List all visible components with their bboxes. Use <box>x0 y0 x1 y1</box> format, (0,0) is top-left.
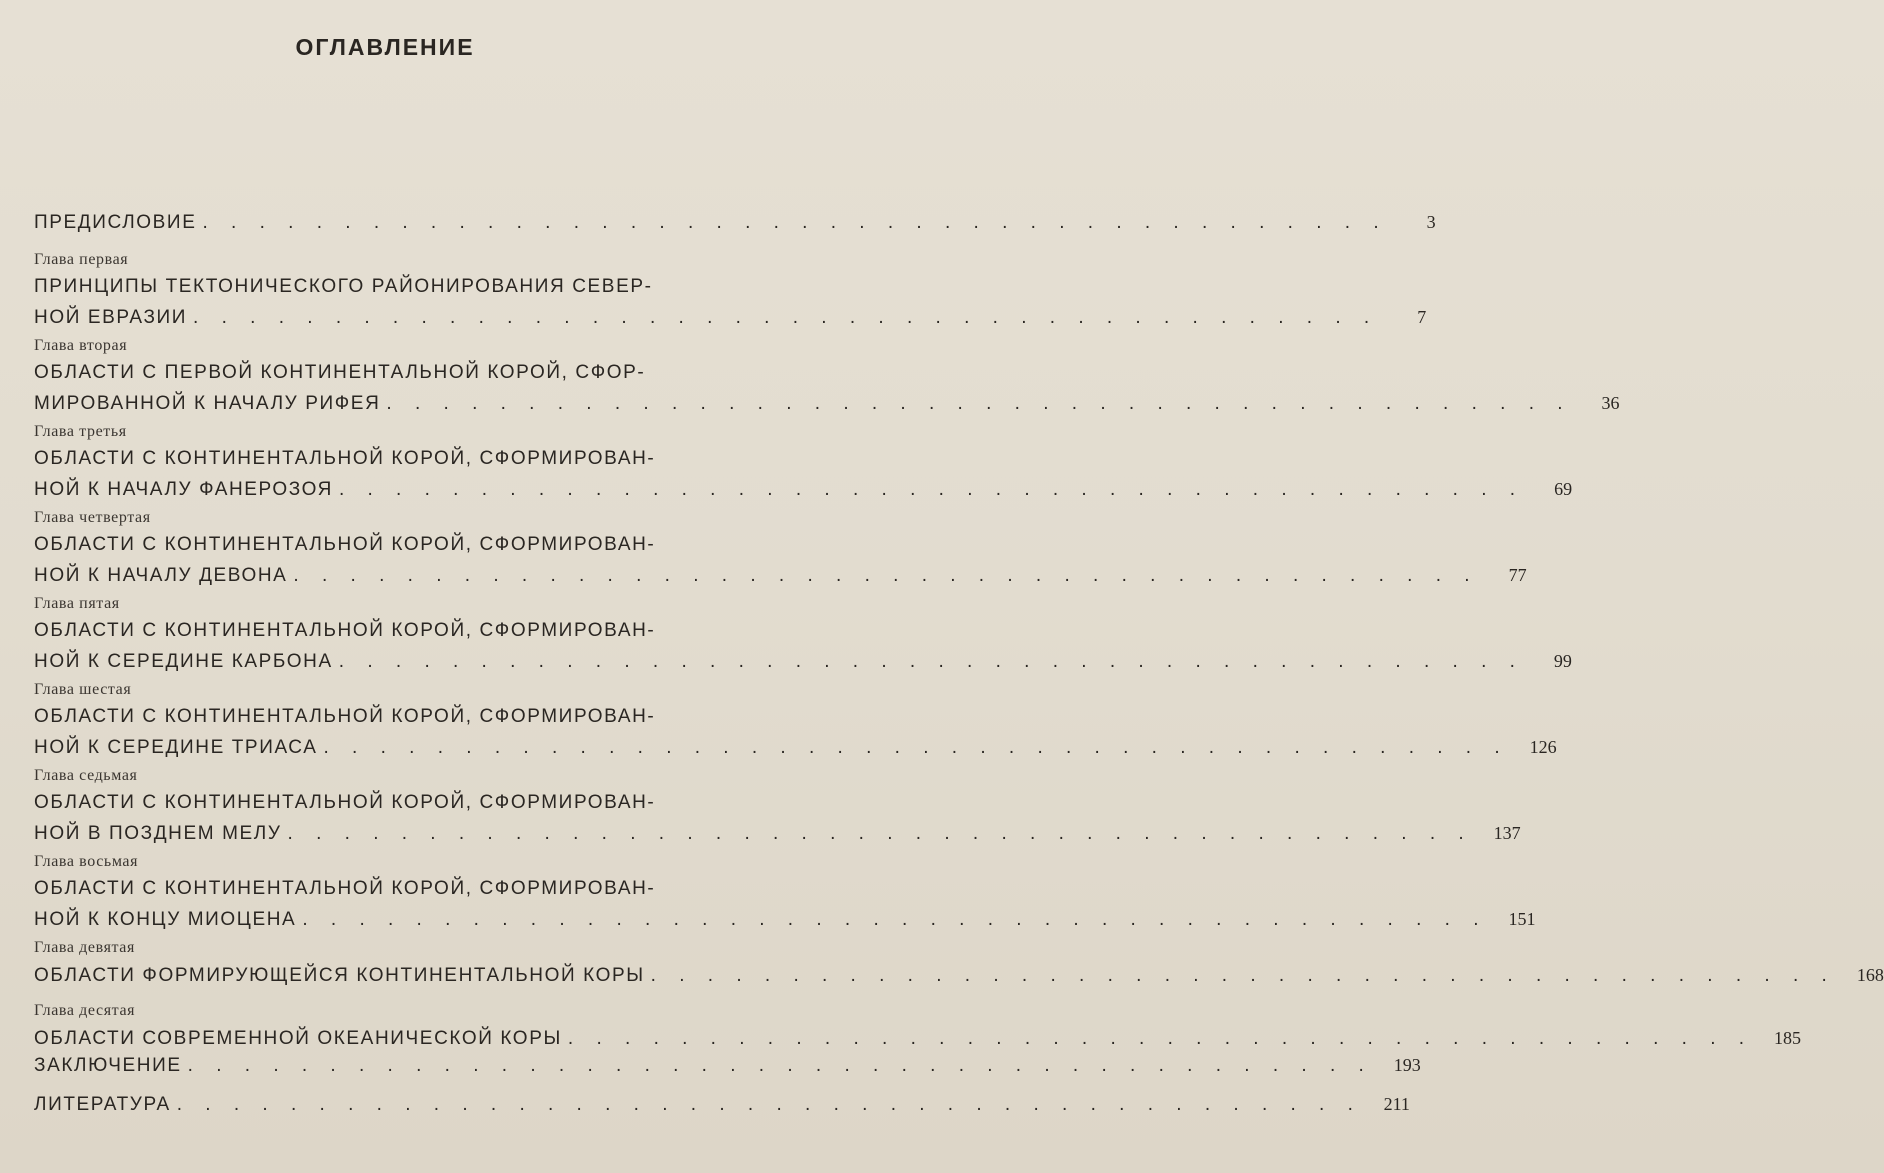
entry-leader-line <box>34 302 1427 332</box>
toc-entry <box>34 508 1527 590</box>
page-number: 168 <box>1856 965 1884 985</box>
page-number: 7 <box>1417 307 1427 327</box>
entry-leader-line <box>34 207 1436 237</box>
entry-title-line: ПРИНЦИПЫ ТЕКТОНИЧЕСКОГО РАЙОНИРОВАНИЯ СЕВЕР- <box>34 276 653 297</box>
chapter-number: Глава десятая <box>34 1002 136 1019</box>
dot-leader: . . . . . . . . . . . . . . . . . . . . . . . . . . . . . . . . . . . . . . . . . . <box>202 212 1388 233</box>
toc-entry <box>34 250 1427 332</box>
entry-title: НОЙ К НАЧАЛУ ДЕВОНА <box>34 565 288 586</box>
entry-leader-line <box>34 732 1557 762</box>
page-number: 193 <box>1393 1055 1421 1075</box>
toc-entry <box>34 852 1536 934</box>
chapter-number: Глава пятая <box>34 595 120 612</box>
chapter-number: Глава девятая <box>34 939 135 956</box>
dot-leader: . . . . . . . . . . . . . . . . . . . . . . . . . . . . . . . . . . . . . . . . . . <box>567 1028 1754 1049</box>
dot-leader: . . . . . . . . . . . . . . . . . . . . . . . . . . . . . . . . . . . . . . . . . . <box>193 307 1379 328</box>
dot-leader: . . . . . . . . . . . . . . . . . . . . . . . . . . . . . . . . . . . . . . . . . . <box>386 393 1572 414</box>
page-number: 151 <box>1508 909 1536 929</box>
toc-entry <box>34 680 1557 762</box>
entry-title: НОЙ К СЕРЕДИНЕ ТРИАСА <box>34 737 318 758</box>
toc-entry <box>34 336 1620 418</box>
toc-entry <box>34 1089 1410 1119</box>
page-number: 211 <box>1383 1094 1410 1114</box>
entry-leader-line <box>34 646 1572 676</box>
toc-entry <box>34 207 1436 237</box>
toc-entry <box>34 1050 1421 1080</box>
entry-title: НОЙ К НАЧАЛУ ФАНЕРОЗОЯ <box>34 479 333 500</box>
entry-title: ОБЛАСТИ ФОРМИРУЮЩЕЙСЯ КОНТИНЕНТАЛЬНОЙ КОРЫ <box>34 965 645 986</box>
entry-title: НОЙ К КОНЦУ МИОЦЕНА <box>34 909 297 930</box>
dot-leader: . . . . . . . . . . . . . . . . . . . . . . . . . . . . . . . . . . . . . . . . . . <box>293 565 1479 586</box>
entry-title: НОЙ К СЕРЕДИНЕ КАРБОНА <box>34 651 333 672</box>
dot-leader: . . . . . . . . . . . . . . . . . . . . . . . . . . . . . . . . . . . . . . . . . . <box>338 651 1524 672</box>
page-number: 69 <box>1554 479 1573 499</box>
dot-leader: . . . . . . . . . . . . . . . . . . . . . . . . . . . . . . . . . . . . . . . . . . <box>176 1094 1362 1115</box>
chapter-number: Глава вторая <box>34 337 128 354</box>
entry-title-line: ОБЛАСТИ С КОНТИНЕНТАЛЬНОЙ КОРОЙ, СФОРМИРОВАН- <box>34 706 656 727</box>
chapter-number: Глава восьмая <box>34 853 139 870</box>
entry-leader-line <box>34 560 1527 590</box>
page-title: ОГЛАВЛЕНИЕ <box>295 34 475 60</box>
entry-title-line: ОБЛАСТИ С КОНТИНЕНТАЛЬНОЙ КОРОЙ, СФОРМИРОВАН- <box>34 448 656 469</box>
entry-title: МИРОВАННОЙ К НАЧАЛУ РИФЕЯ <box>34 393 381 414</box>
toc-entry <box>34 938 1884 990</box>
page-number: 36 <box>1601 393 1620 413</box>
entry-leader-line <box>34 1089 1410 1119</box>
entry-title-line: ОБЛАСТИ С КОНТИНЕНТАЛЬНОЙ КОРОЙ, СФОРМИРОВАН- <box>34 792 656 813</box>
chapter-number: Глава первая <box>34 251 129 268</box>
entry-title-line: ОБЛАСТИ С КОНТИНЕНТАЛЬНОЙ КОРОЙ, СФОРМИРОВАН- <box>34 534 656 555</box>
entry-leader-line <box>34 388 1620 418</box>
chapter-number: Глава третья <box>34 423 127 440</box>
entry-leader-line <box>34 1023 1802 1053</box>
page-number: 137 <box>1493 823 1521 843</box>
entry-title-line: ОБЛАСТИ С КОНТИНЕНТАЛЬНОЙ КОРОЙ, СФОРМИРОВАН- <box>34 620 656 641</box>
entry-leader-line <box>34 1050 1421 1080</box>
chapter-number: Глава четвертая <box>34 509 151 526</box>
chapter-number: Глава шестая <box>34 681 132 698</box>
dot-leader: . . . . . . . . . . . . . . . . . . . . . . . . . . . . . . . . . . . . . . . . . . <box>650 965 1836 986</box>
entry-title: НОЙ В ПОЗДНЕМ МЕЛУ <box>34 823 282 844</box>
entry-title: НОЙ ЕВРАЗИИ <box>34 307 188 328</box>
entry-leader-line <box>34 904 1536 934</box>
dot-leader: . . . . . . . . . . . . . . . . . . . . . . . . . . . . . . . . . . . . . . . . . . <box>338 479 1525 500</box>
toc-entry <box>34 422 1573 504</box>
toc-entry <box>34 1001 1802 1053</box>
entry-leader-line <box>34 960 1884 990</box>
dot-leader: . . . . . . . . . . . . . . . . . . . . . . . . . . . . . . . . . . . . . . . . . . <box>323 737 1509 758</box>
entry-leader-line <box>34 818 1521 848</box>
entry-leader-line <box>34 474 1573 504</box>
dot-leader: . . . . . . . . . . . . . . . . . . . . . . . . . . . . . . . . . . . . . . . . . . <box>302 909 1488 930</box>
chapter-number: Глава седьмая <box>34 767 138 784</box>
page-number: 126 <box>1529 737 1557 757</box>
entry-title: ПРЕДИСЛОВИЕ <box>34 212 197 233</box>
entry-title: ОБЛАСТИ СОВРЕМЕННОЙ ОКЕАНИЧЕСКОЙ КОРЫ <box>34 1028 562 1049</box>
dot-leader: . . . . . . . . . . . . . . . . . . . . . . . . . . . . . . . . . . . . . . . . . . <box>287 823 1473 844</box>
entry-title-line: ОБЛАСТИ С КОНТИНЕНТАЛЬНОЙ КОРОЙ, СФОРМИРОВАН- <box>34 878 656 899</box>
page-number: 3 <box>1426 212 1436 232</box>
toc-entry <box>34 594 1572 676</box>
entry-title: ЗАКЛЮЧЕНИЕ <box>34 1055 182 1076</box>
page-number: 99 <box>1553 651 1572 671</box>
entry-title: ЛИТЕРАТУРА <box>34 1094 171 1115</box>
dot-leader: . . . . . . . . . . . . . . . . . . . . . . . . . . . . . . . . . . . . . . . . . . <box>187 1055 1373 1076</box>
toc-entry <box>34 766 1521 848</box>
page-number: 77 <box>1508 565 1527 585</box>
entry-title-line: ОБЛАСТИ С ПЕРВОЙ КОНТИНЕНТАЛЬНОЙ КОРОЙ, СФОР- <box>34 362 646 383</box>
page-number: 185 <box>1774 1028 1802 1048</box>
